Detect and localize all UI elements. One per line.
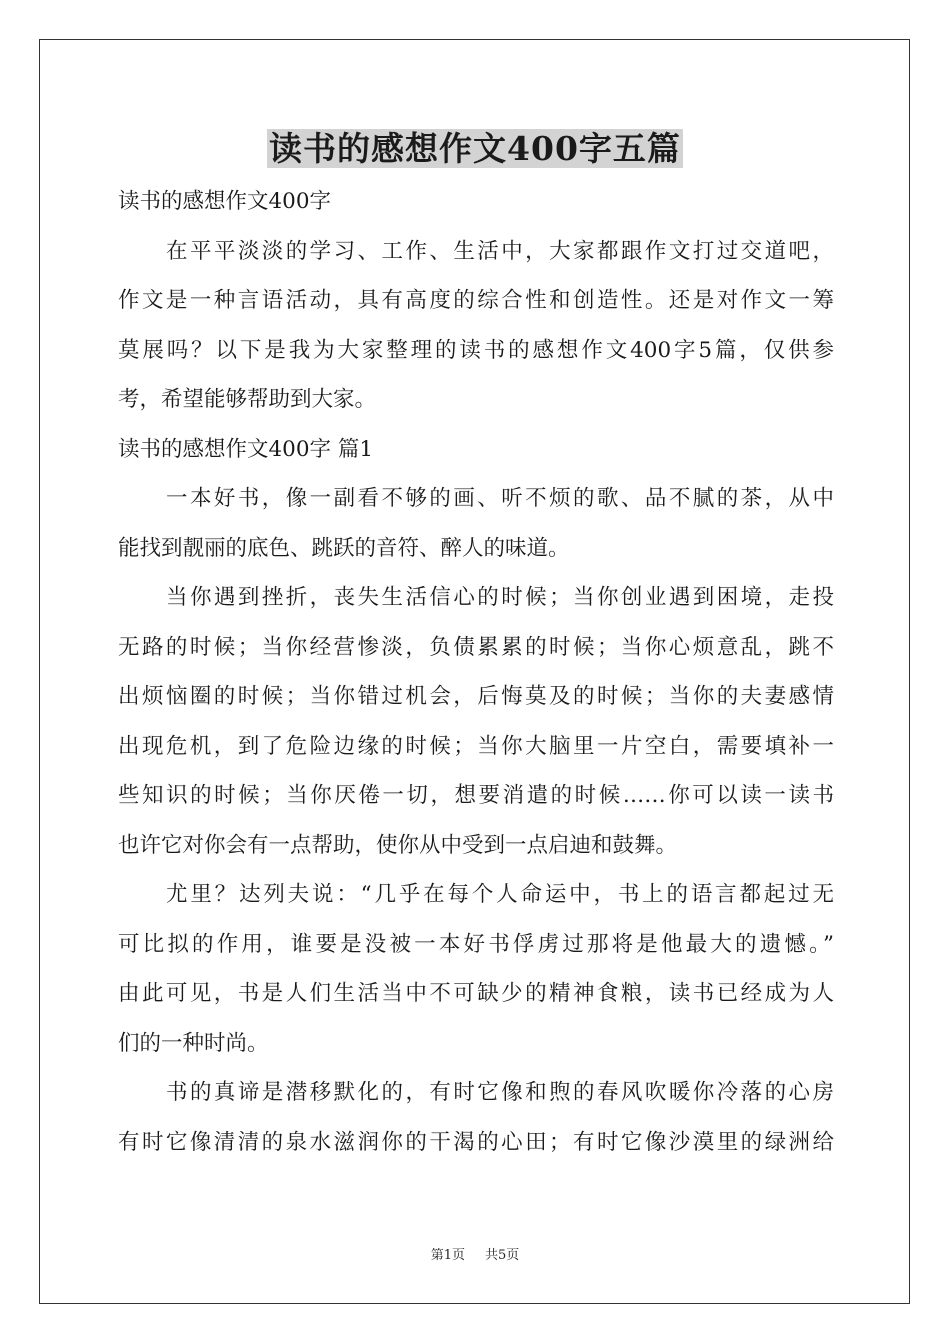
page-footer	[0, 1246, 950, 1266]
text-line: 有时它像清清的泉水滋润你的干渴的心田；有时它像沙漠里的绿洲给	[118, 1129, 834, 1155]
text-line: 在平平淡淡的学习、工作、生活中，大家都跟作文打过交道吧，	[166, 238, 834, 264]
text-line: 当你遇到挫折，丧失生活信心的时候；当你创业遇到困境，走投	[166, 585, 834, 610]
document-body	[118, 177, 834, 1167]
text-line: 无路的时候；当你经营惨淡，负债累累的时候；当你心烦意乱，跳不	[118, 634, 834, 660]
document-title-text: 读书的感想作文400字五篇	[269, 129, 681, 168]
text-line: 能找到靓丽的底色、跳跃的音符、醉人的味道。	[118, 535, 570, 561]
text-line: 作文是一种言语活动，具有高度的综合性和创造性。还是对作文一筹	[118, 288, 834, 313]
text-line: 书的真谛是潜移默化的，有时它像和煦的春风吹暖你冷落的心房	[166, 1080, 834, 1105]
text-line: 由此可见，书是人们生活当中不可缺少的精神食粮，读书已经成为人	[118, 981, 834, 1006]
text-line: 些知识的时候；当你厌倦一切，想要消遣的时候……你可以读一读书	[118, 783, 834, 808]
text-line: 莫展吗？以下是我为大家整理的读书的感想作文400字5篇，仅供参	[118, 337, 834, 363]
text-line: 出烦恼圈的时候；当你错过机会，后悔莫及的时候；当你的夫妻感情	[118, 684, 834, 709]
text-line: 出现危机，到了危险边缘的时候；当你大脑里一片空白，需要填补一	[118, 733, 834, 759]
text-line: 读书的感想作文400字	[118, 189, 332, 214]
document-title	[0, 124, 950, 174]
text-line: 读书的感想作文400字 篇1	[118, 436, 374, 462]
page-number: 第1页	[430, 1248, 465, 1263]
text-line: 尤里？达列夫说：“几乎在每个人命运中，书上的语言都起过无	[166, 882, 834, 907]
page-total: 共5页	[485, 1248, 520, 1263]
text-line: 一本好书，像一副看不够的画、听不烦的歌、品不腻的茶，从中	[166, 486, 834, 511]
text-line: 也许它对你会有一点帮助，使你从中受到一点启迪和鼓舞。	[118, 832, 678, 858]
text-line: 考，希望能够帮助到大家。	[118, 387, 377, 412]
text-line: 们的一种时尚。	[118, 1030, 269, 1056]
text-line: 可比拟的作用，谁要是没被一本好书俘虏过那将是他最大的遗憾。”	[118, 931, 834, 957]
